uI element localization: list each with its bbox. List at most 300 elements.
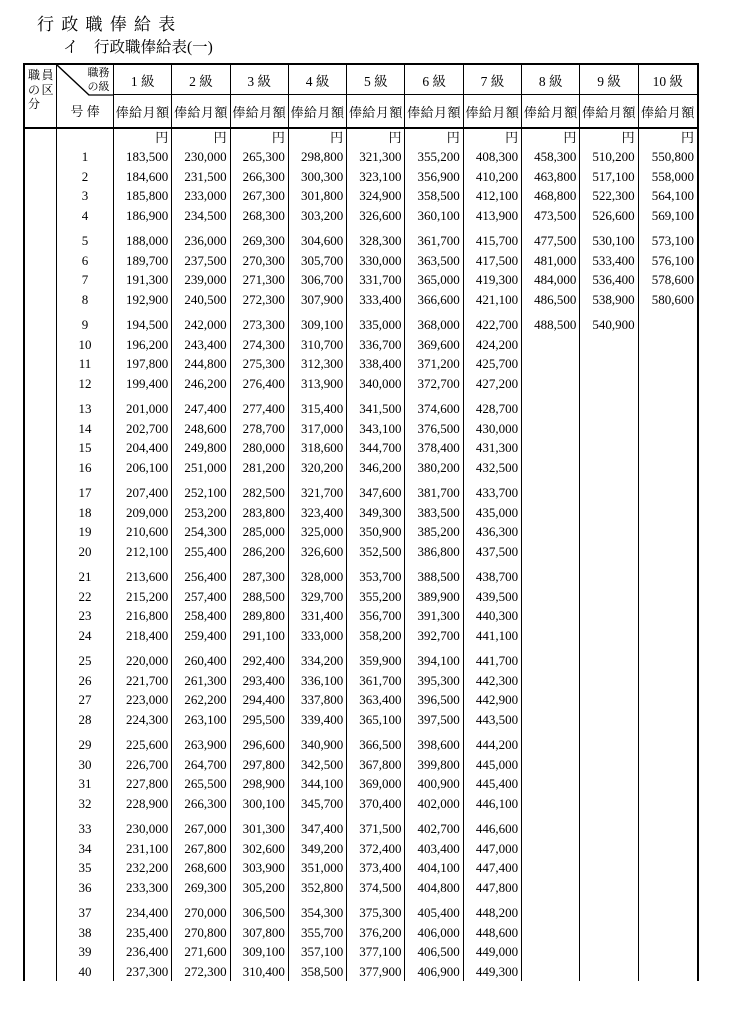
salary-cell: 425,700 [475,356,519,371]
salary-cell [639,819,697,839]
salary-cell: 303,900 [242,860,285,875]
salary-cell [580,354,637,374]
salary-group [289,903,346,981]
salary-cell [639,567,697,587]
step-group [57,147,113,225]
salary-group [522,651,579,729]
salary-cell: 239,000 [184,272,227,287]
salary-cell [639,542,697,562]
salary-group [639,903,697,981]
salary-cell: 397,500 [417,711,460,727]
salary-cell: 526,600 [592,207,635,223]
salary-group [114,735,171,813]
salary-cell: 265,500 [184,776,227,791]
salary-cell: 267,000 [184,821,227,836]
salary-cell [522,354,579,374]
salary-cell [639,962,697,982]
salary-group [172,483,229,561]
step-cell: 18 [78,504,92,520]
salary-cell [580,671,637,691]
salary-cell: 298,800 [300,149,344,164]
step-cell: 26 [78,672,92,688]
step-cell: 16 [78,459,92,475]
salary-cell: 392,700 [417,627,460,643]
salary-cell: 533,400 [592,252,635,268]
salary-cell: 300,300 [300,168,344,184]
salary-cell: 432,500 [475,459,519,475]
salary-cell: 576,100 [651,252,694,268]
salary-cell: 216,800 [126,608,169,623]
salary-cell: 243,400 [184,336,227,352]
salary-cell: 398,600 [417,737,460,752]
salary-cell: 233,000 [184,188,227,203]
page-subtitle: イ 行政職俸給表(一) [63,39,213,56]
grade-header-cell: 10 級 [639,65,697,95]
salary-cell: 267,300 [242,188,285,203]
salary-cell: 244,800 [184,356,227,371]
salary-cell: 298,900 [242,776,285,791]
salary-group [289,735,346,813]
salary-cell: 400,900 [417,776,460,791]
salary-cell: 365,100 [359,711,402,727]
salary-cell: 318,600 [300,440,344,455]
salary-cell: 447,000 [475,840,519,856]
salary-cell [639,942,697,962]
salary-cell: 339,400 [300,711,344,727]
salary-cell [522,710,579,730]
unit-cell: 円 [563,130,577,145]
salary-cell: 440,300 [475,608,519,623]
salary-cell: 477,500 [534,233,577,248]
salary-group [289,147,346,225]
salary-cell: 224,300 [126,711,169,727]
salary-group [231,735,288,813]
salary-cell [522,542,579,562]
salary-cell: 344,700 [359,440,402,455]
salary-cell [580,962,637,982]
salary-cell: 427,200 [475,375,519,391]
salary-cell: 207,400 [126,485,169,500]
salary-cell: 230,000 [126,821,169,836]
amount-header-cell: 俸給月額 [231,95,289,127]
salary-cell: 484,000 [534,272,577,287]
salary-group [172,819,229,897]
salary-group [580,315,637,393]
salary-cell [522,483,579,503]
salary-cell [580,839,637,859]
salary-group [639,483,697,561]
step-body-column [57,129,114,981]
salary-cell: 286,200 [242,543,285,559]
salary-group [172,399,229,477]
salary-cell: 550,800 [651,149,694,164]
salary-group [405,315,462,393]
salary-group [464,819,521,897]
salary-cell: 233,300 [126,879,169,895]
salary-cell: 449,000 [475,944,519,959]
salary-cell [639,671,697,691]
salary-cell: 443,500 [475,711,519,727]
salary-cell: 344,100 [300,776,344,791]
grade-header-cell: 6 級 [405,65,463,95]
salary-cell: 317,000 [300,420,344,436]
salary-cell [522,458,579,478]
grade-header-cell: 8 級 [522,65,580,95]
salary-group [405,231,462,309]
salary-group [639,567,697,645]
step-cell: 1 [81,149,89,164]
salary-cell: 289,800 [242,608,285,623]
salary-cell [639,503,697,523]
salary-cell: 213,600 [126,569,169,584]
salary-group [172,147,229,225]
salary-cell: 320,200 [300,459,344,475]
salary-cell: 446,100 [475,795,519,811]
salary-cell: 266,300 [184,795,227,811]
salary-cell: 259,400 [184,627,227,643]
step-cell: 37 [78,905,92,920]
salary-cell: 306,500 [242,905,285,920]
salary-cell: 363,400 [359,692,402,707]
salary-cell: 430,000 [475,420,519,436]
salary-cell: 402,700 [417,821,460,836]
salary-cell: 421,100 [475,291,519,307]
salary-cell: 358,200 [359,627,402,643]
salary-group [172,903,229,981]
salary-cell: 331,700 [359,272,402,287]
salary-cell: 345,700 [300,795,344,811]
salary-cell: 297,800 [242,756,285,772]
salary-cell: 271,300 [242,272,285,287]
salary-cell: 438,700 [475,569,519,584]
unit-cell: 円 [388,130,402,145]
salary-cell: 283,800 [242,504,285,520]
salary-cell: 242,000 [184,317,227,332]
step-cell: 7 [81,272,89,287]
salary-cell: 530,100 [592,233,635,248]
salary-cell: 330,000 [359,252,402,268]
salary-cell: 536,400 [592,272,635,287]
salary-table [23,63,699,981]
salary-cell: 445,000 [475,756,519,772]
salary-cell [580,878,637,898]
salary-group [639,399,697,477]
salary-cell [522,839,579,859]
salary-cell: 310,700 [300,336,344,352]
salary-cell [522,651,579,671]
salary-cell: 388,500 [417,569,460,584]
grade-header-cell: 7 級 [464,65,522,95]
salary-cell: 184,600 [126,168,169,184]
salary-cell: 360,100 [417,207,460,223]
unit-cell: 円 [680,130,694,145]
salary-cell [639,354,697,374]
salary-group [405,819,462,897]
step-cell: 38 [78,924,92,940]
salary-group [231,903,288,981]
salary-group [405,735,462,813]
salary-group [405,399,462,477]
salary-cell: 340,000 [359,375,402,391]
salary-group [231,483,288,561]
salary-cell: 366,600 [417,291,460,307]
salary-cell: 230,000 [184,149,227,164]
salary-cell: 540,900 [592,317,635,332]
salary-cell: 237,500 [184,252,227,268]
salary-cell: 272,300 [184,963,227,979]
salary-cell: 441,100 [475,627,519,643]
salary-cell [580,399,637,419]
step-cell: 5 [81,233,89,248]
salary-cell [639,878,697,898]
salary-group [405,651,462,729]
salary-cell [639,710,697,730]
salary-cell: 350,900 [359,524,402,539]
salary-cell [580,438,637,458]
salary-cell: 192,900 [126,291,169,307]
salary-group [639,147,697,225]
step-cell: 27 [78,692,92,707]
salary-cell: 188,000 [126,233,169,248]
salary-cell: 256,400 [184,569,227,584]
salary-cell [639,755,697,775]
salary-cell: 404,100 [417,860,460,875]
salary-cell: 361,700 [417,233,460,248]
unit-cell: 円 [155,130,169,145]
step-cell: 30 [78,756,92,772]
salary-group [464,231,521,309]
salary-cell: 391,300 [417,608,460,623]
salary-cell: 218,400 [126,627,169,643]
salary-cell [580,567,637,587]
salary-cell: 315,400 [300,401,344,416]
salary-cell: 356,700 [359,608,402,623]
salary-cell: 399,800 [417,756,460,772]
salary-cell: 447,800 [475,879,519,895]
step-group [57,231,113,309]
step-cell: 22 [78,588,92,604]
salary-cell: 377,900 [359,963,402,979]
amount-header-cell: 俸給月額 [289,95,347,127]
salary-group [580,651,637,729]
salary-group [114,231,171,309]
salary-cell: 369,600 [417,336,460,352]
salary-group [347,735,404,813]
salary-cell: 194,500 [126,317,169,332]
grade-body-column [347,129,405,981]
salary-cell: 306,700 [300,272,344,287]
salary-cell: 237,300 [126,963,169,979]
table-header [25,65,697,129]
salary-group [289,651,346,729]
salary-group [580,567,637,645]
step-axis-label: 号 俸 [70,104,100,119]
salary-cell [639,858,697,878]
salary-cell [639,690,697,710]
step-cell: 39 [78,944,92,959]
page-title: 行 政 職 俸 給 表 [37,15,177,34]
salary-cell: 437,500 [475,543,519,559]
grade-body-column [172,129,230,981]
salary-cell: 377,100 [359,944,402,959]
step-group [57,903,113,981]
salary-cell: 448,600 [475,924,519,940]
salary-cell [580,419,637,439]
salary-cell: 468,800 [534,188,577,203]
salary-cell: 367,800 [359,756,402,772]
salary-group [347,399,404,477]
grade-body-column [114,129,172,981]
step-group [57,483,113,561]
salary-cell: 278,700 [242,420,285,436]
salary-cell: 266,300 [242,168,285,184]
salary-cell [522,942,579,962]
salary-group [464,567,521,645]
salary-cell: 285,000 [242,524,285,539]
salary-cell: 313,900 [300,375,344,391]
salary-cell: 349,200 [300,840,344,856]
salary-cell: 422,700 [475,317,519,332]
salary-cell [639,522,697,542]
salary-cell: 301,800 [300,188,344,203]
grade-body-column [231,129,289,981]
salary-cell: 262,200 [184,692,227,707]
salary-cell: 353,700 [359,569,402,584]
salary-group [405,147,462,225]
salary-group [522,147,579,225]
step-cell: 33 [78,821,92,836]
salary-group [580,735,637,813]
salary-group [289,399,346,477]
salary-cell: 351,000 [300,860,344,875]
salary-group [172,315,229,393]
salary-cell: 354,300 [300,905,344,920]
salary-cell: 258,400 [184,608,227,623]
salary-cell: 293,400 [242,672,285,688]
salary-cell: 370,400 [359,795,402,811]
salary-cell: 406,500 [417,944,460,959]
salary-cell [522,903,579,923]
salary-cell: 376,500 [417,420,460,436]
salary-cell: 281,200 [242,459,285,475]
salary-cell [522,774,579,794]
salary-cell: 343,100 [359,420,402,436]
salary-cell: 363,500 [417,252,460,268]
grade-axis-label: 職務の級 [87,67,110,93]
salary-cell: 304,600 [300,233,344,248]
salary-cell: 273,300 [242,317,285,332]
salary-cell: 374,500 [359,879,402,895]
salary-cell: 263,900 [184,737,227,752]
unit-cell: 円 [213,130,227,145]
salary-cell [580,522,637,542]
salary-cell: 380,200 [417,459,460,475]
salary-cell [580,710,637,730]
salary-cell [522,399,579,419]
corner-header-cell [57,65,114,127]
salary-cell: 371,500 [359,821,402,836]
salary-cell: 580,600 [651,291,694,307]
salary-cell: 573,100 [651,233,694,248]
salary-cell: 337,800 [300,692,344,707]
salary-cell: 355,200 [359,588,402,604]
salary-cell [639,587,697,607]
salary-cell: 185,800 [126,188,169,203]
salary-cell: 236,000 [184,233,227,248]
unit-cell: 円 [271,130,285,145]
salary-cell: 375,300 [359,905,402,920]
salary-cell: 406,900 [417,963,460,979]
step-group [57,819,113,897]
salary-cell: 294,400 [242,692,285,707]
salary-cell: 263,100 [184,711,227,727]
salary-cell: 410,200 [475,168,519,184]
salary-group [464,735,521,813]
salary-cell: 433,700 [475,485,519,500]
salary-cell: 333,400 [359,291,402,307]
salary-cell: 385,200 [417,524,460,539]
salary-cell: 355,700 [300,924,344,940]
salary-group [231,819,288,897]
salary-group [639,231,697,309]
salary-cell [580,774,637,794]
salary-cell: 413,900 [475,207,519,223]
step-group [57,315,113,393]
salary-cell: 232,200 [126,860,169,875]
step-cell: 20 [78,543,92,559]
salary-group [405,903,462,981]
salary-group [639,819,697,897]
salary-cell [522,923,579,943]
salary-group [172,231,229,309]
salary-cell: 436,300 [475,524,519,539]
step-cell: 14 [78,420,92,436]
salary-cell: 358,500 [300,963,344,979]
unit-row-spacer [57,129,113,147]
salary-cell [522,794,579,814]
salary-cell: 307,900 [300,291,344,307]
salary-cell [522,419,579,439]
salary-cell: 234,500 [184,207,227,223]
salary-cell: 403,400 [417,840,460,856]
salary-cell: 402,000 [417,795,460,811]
step-cell: 36 [78,879,92,895]
step-cell: 40 [78,963,92,979]
salary-group [114,567,171,645]
salary-cell: 272,300 [242,291,285,307]
salary-cell: 334,200 [300,653,344,668]
salary-cell: 212,100 [126,543,169,559]
salary-group [464,483,521,561]
salary-cell: 481,000 [534,252,577,268]
salary-cell: 326,600 [359,207,402,223]
salary-cell [522,858,579,878]
salary-cell: 254,300 [184,524,227,539]
salary-cell: 372,400 [359,840,402,856]
step-cell: 10 [78,336,92,352]
salary-cell: 257,400 [184,588,227,604]
salary-cell: 458,300 [534,149,577,164]
salary-group [639,651,697,729]
salary-group [522,483,579,561]
salary-cell: 359,900 [359,653,402,668]
salary-cell: 439,500 [475,588,519,604]
salary-group [405,483,462,561]
salary-cell: 569,100 [651,207,694,223]
salary-cell [522,626,579,646]
salary-cell [522,567,579,587]
salary-group [172,567,229,645]
